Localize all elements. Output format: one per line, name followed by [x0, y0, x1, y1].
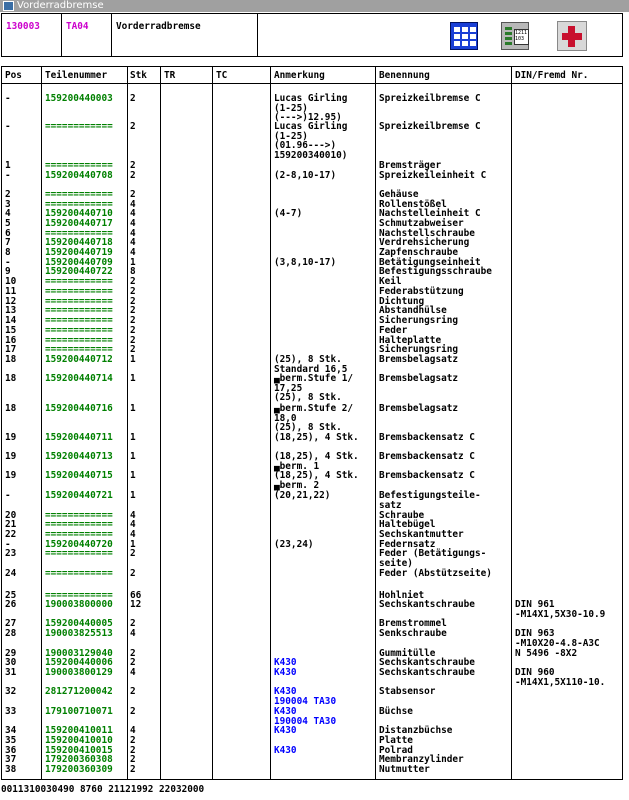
cell-stk: 1 [130, 451, 136, 462]
cell-teil: 190003825513 [45, 628, 113, 639]
col-header-benennung[interactable]: Benennung [379, 70, 430, 81]
cell-anm: K430 [274, 657, 297, 668]
cell-stk: 2 [130, 276, 136, 287]
cell-stk: 1 [130, 470, 136, 481]
cell-stk: 4 [130, 208, 136, 219]
cell-teil: 190003800000 [45, 599, 113, 610]
cell-anm: K430 [274, 725, 297, 736]
window-icon [3, 1, 14, 11]
cell-ben: Membranzylinder [379, 754, 464, 765]
col-header-tr[interactable]: TR [164, 70, 176, 81]
cell-ben: Keil [379, 276, 402, 287]
cell-teil: 159200440711 [45, 432, 113, 443]
cell-teil: 179200360308 [45, 754, 113, 765]
cell-pos: 18 [5, 373, 17, 384]
col-header-pos[interactable]: Pos [5, 70, 22, 81]
cell-teil: ============ [45, 548, 113, 559]
cell-teil: 190003129040 [45, 648, 113, 659]
cell-pos: 11 [5, 286, 17, 297]
cell-teil: 159200410015 [45, 745, 113, 756]
col-header-din[interactable]: DIN/Fremd Nr. [515, 70, 589, 81]
cell-anm: K430 190004 TA30 [274, 686, 337, 707]
cell-teil: ============ [45, 335, 113, 346]
cell-teil: ============ [45, 519, 113, 530]
cell-ben: Halteplatte [379, 335, 442, 346]
cell-stk: 2 [130, 121, 136, 132]
cell-ben: Befestigungsteile- satz [379, 490, 481, 511]
cell-pos: - [5, 490, 11, 501]
cell-stk: 4 [130, 247, 136, 258]
cell-stk: 2 [130, 170, 136, 181]
cell-ben: Feder [379, 325, 408, 336]
cell-ben: Spreizkeileinheit C [379, 170, 487, 181]
cell-teil: 159200440722 [45, 266, 113, 277]
cell-pos: 20 [5, 510, 17, 521]
cell-stk: 2 [130, 648, 136, 659]
cell-ben: Gummitülle [379, 648, 436, 659]
cell-ben: Verdrehsicherung [379, 237, 470, 248]
footer-status: 0011310030490 8760 21121992 22032000 [1, 784, 205, 795]
cell-teil: 159200440715 [45, 470, 113, 481]
cell-pos: - [5, 257, 11, 268]
cell-ben: Betätigungseinheit [379, 257, 481, 268]
cell-stk: 4 [130, 667, 136, 678]
cell-ben: Bremsträger [379, 160, 442, 171]
cell-ben: Schraube [379, 510, 425, 521]
cell-stk: 4 [130, 725, 136, 736]
cell-ben: Haltebügel [379, 519, 436, 530]
cell-pos: 5 [5, 218, 11, 229]
cell-ben: Federnsatz [379, 539, 436, 550]
cell-ben: Bremsbackensatz C [379, 451, 475, 462]
cell-teil: 281271200042 [45, 686, 113, 697]
cell-teil: ============ [45, 315, 113, 326]
cell-ben: Bremsbelagsatz [379, 354, 459, 365]
cell-teil: 159200440718 [45, 237, 113, 248]
cell-stk: 1 [130, 354, 136, 365]
cell-ben: Rollenstößel [379, 199, 447, 210]
cell-anm: K430 190004 TA30 [274, 706, 337, 727]
cell-ben: Schmutzabweiser [379, 218, 464, 229]
cell-stk: 2 [130, 735, 136, 746]
cell-stk: 2 [130, 189, 136, 200]
cell-ben: Nachstellschraube [379, 228, 475, 239]
cell-ben: Sicherungsring [379, 344, 459, 355]
cell-stk: 2 [130, 657, 136, 668]
cell-stk: 2 [130, 296, 136, 307]
cell-stk: 4 [130, 237, 136, 248]
cell-stk: 2 [130, 315, 136, 326]
col-header-anmerkung[interactable]: Anmerkung [274, 70, 325, 81]
cell-pos: - [5, 93, 11, 104]
cell-pos: - [5, 170, 11, 181]
cell-ben: Polrad [379, 745, 413, 756]
header-code: 130003 [2, 14, 62, 56]
cell-ben: Bremsbackensatz C [379, 432, 475, 443]
cell-teil: 179100710071 [45, 706, 113, 717]
cell-ben: Büchse [379, 706, 413, 717]
cell-teil: ============ [45, 296, 113, 307]
col-header-tc[interactable]: TC [216, 70, 228, 81]
cell-teil: 159200440717 [45, 218, 113, 229]
window-title: Vorderradbremse [17, 0, 104, 11]
cell-ben: Bremstrommel [379, 618, 447, 629]
cell-anm: (20,21,22) [274, 490, 331, 501]
cell-teil: ============ [45, 121, 113, 132]
cell-stk: 1 [130, 490, 136, 501]
cell-pos: 3 [5, 199, 11, 210]
cell-teil: 159200440712 [45, 354, 113, 365]
cell-stk: 2 [130, 686, 136, 697]
cell-pos: 38 [5, 764, 17, 775]
cell-pos: 22 [5, 529, 17, 540]
cell-pos: 8 [5, 247, 11, 258]
cell-anm: K430 [274, 745, 297, 756]
cell-ben: Platte [379, 735, 413, 746]
cell-anm: Lucas Girling (1-25) (--->)12.95) [274, 93, 348, 123]
cell-anm: (18,25), 4 Stk. ▄berm. 2 [274, 470, 359, 491]
cell-stk: 2 [130, 305, 136, 316]
cell-din: DIN 963 -M10X20-4.8-A3C [515, 628, 600, 649]
cell-stk: 8 [130, 266, 136, 277]
cell-teil: ============ [45, 510, 113, 521]
cell-teil: ============ [45, 529, 113, 540]
cell-teil: 159200440721 [45, 490, 113, 501]
header-title: Vorderradbremse [112, 14, 258, 56]
cell-teil: ============ [45, 305, 113, 316]
cell-pos: 29 [5, 648, 17, 659]
cell-ben: Befestigungsschraube [379, 266, 492, 277]
cell-stk: 2 [130, 335, 136, 346]
cell-pos: 18 [5, 354, 17, 365]
cell-stk: 4 [130, 218, 136, 229]
cell-pos: 13 [5, 305, 17, 316]
cell-anm: Lucas Girling (1-25) (01.96--->) 159200340010) [274, 121, 348, 161]
cell-ben: Stabsensor [379, 686, 436, 697]
cell-teil: 159200440713 [45, 451, 113, 462]
cell-pos: 19 [5, 432, 17, 443]
cell-teil: 179200360309 [45, 764, 113, 775]
cell-ben: Sechskantschraube [379, 599, 475, 610]
cell-ben: Feder (Abstützseite) [379, 568, 492, 579]
cell-stk: 12 [130, 599, 142, 610]
cell-pos: - [5, 121, 11, 132]
cell-ben: Gehäuse [379, 189, 419, 200]
cell-teil: 190003800129 [45, 667, 113, 678]
cell-pos: 6 [5, 228, 11, 239]
cell-stk: 2 [130, 754, 136, 765]
cell-pos: - [5, 539, 11, 550]
cell-stk: 4 [130, 529, 136, 540]
cell-pos: 26 [5, 599, 17, 610]
cell-anm: (4-7) [274, 208, 303, 219]
header-panel [1, 13, 623, 57]
cell-pos: 9 [5, 266, 11, 277]
cell-stk: 2 [130, 764, 136, 775]
cell-ben: Federabstützung [379, 286, 464, 297]
cell-ben: Sechskantschraube [379, 667, 475, 678]
cell-teil: ============ [45, 344, 113, 355]
cell-stk: 2 [130, 548, 136, 559]
cell-teil: ============ [45, 590, 113, 601]
cell-teil: ============ [45, 199, 113, 210]
cell-teil: ============ [45, 228, 113, 239]
cell-ben: Sechskantmutter [379, 529, 464, 540]
cell-teil: ============ [45, 160, 113, 171]
cell-anm: (18,25), 4 Stk. [274, 432, 359, 443]
cell-teil: 159200440005 [45, 618, 113, 629]
cell-stk: 2 [130, 286, 136, 297]
cell-pos: 24 [5, 568, 17, 579]
cell-pos: 19 [5, 470, 17, 481]
calculator-icon[interactable] [501, 22, 529, 50]
cell-stk: 2 [130, 706, 136, 717]
cell-stk: 2 [130, 745, 136, 756]
cell-stk: 1 [130, 257, 136, 268]
cell-teil: 159200440716 [45, 403, 113, 414]
cell-pos: 27 [5, 618, 17, 629]
cell-din: DIN 960 -M14X1,5X110-10. [515, 667, 606, 688]
cell-anm: (2-8,10-17) [274, 170, 337, 181]
header-ta: TA04 [62, 14, 112, 56]
cell-teil: 159200440708 [45, 170, 113, 181]
cell-pos: 14 [5, 315, 17, 326]
cell-anm: (23,24) [274, 539, 314, 550]
cell-teil: ============ [45, 568, 113, 579]
cell-stk: 1 [130, 403, 136, 414]
cell-ben: Distanzbüchse [379, 725, 453, 736]
cell-pos: 1 [5, 160, 11, 171]
cell-anm: (25), 8 Stk. Standard 16,5 [274, 354, 348, 375]
cell-din: DIN 961 -M14X1,5X30-10.9 [515, 599, 606, 620]
red-cross-icon[interactable] [557, 21, 587, 51]
cell-teil: 159200440720 [45, 539, 113, 550]
cell-pos: 32 [5, 686, 17, 697]
cell-ben: Zapfenschraube [379, 247, 459, 258]
cell-teil: 159200440719 [45, 247, 113, 258]
calculator-keys [505, 27, 512, 47]
cell-teil: 159200440003 [45, 93, 113, 104]
cell-stk: 4 [130, 228, 136, 239]
cell-ben: Sechskantschraube [379, 657, 475, 668]
cell-stk: 66 [130, 590, 142, 601]
cell-ben: Feder (Betätigungs- seite) [379, 548, 487, 569]
cell-pos: 16 [5, 335, 17, 346]
cell-ben: Nutmutter [379, 764, 430, 775]
cell-pos: 12 [5, 296, 17, 307]
cell-anm: (18,25), 4 Stk. ▄berm. 1 [274, 451, 359, 472]
cell-pos: 34 [5, 725, 17, 736]
cell-teil: ============ [45, 189, 113, 200]
cell-stk: 4 [130, 199, 136, 210]
cell-pos: 30 [5, 657, 17, 668]
cell-pos: 19 [5, 451, 17, 462]
cell-pos: 2 [5, 189, 11, 200]
cell-teil: 159200410010 [45, 735, 113, 746]
cell-stk: 1 [130, 373, 136, 384]
calculator-display: 1211 103 [514, 29, 529, 45]
parts-table [1, 66, 623, 780]
cell-teil: 159200440006 [45, 657, 113, 668]
cell-pos: 21 [5, 519, 17, 530]
col-header-teilenummer[interactable]: Teilenummer [45, 70, 108, 81]
cell-stk: 2 [130, 325, 136, 336]
cell-teil: 159200410011 [45, 725, 113, 736]
cell-pos: 31 [5, 667, 17, 678]
cell-ben: Senkschraube [379, 628, 447, 639]
cell-teil: ============ [45, 286, 113, 297]
cell-stk: 2 [130, 344, 136, 355]
cell-stk: 1 [130, 432, 136, 443]
cell-ben: Sicherungsring [379, 315, 459, 326]
cell-stk: 2 [130, 160, 136, 171]
cell-anm: K430 [274, 667, 297, 678]
cell-pos: 7 [5, 237, 11, 248]
cell-teil: 159200440710 [45, 208, 113, 219]
cell-teil: 159200440709 [45, 257, 113, 268]
cell-pos: 10 [5, 276, 17, 287]
cell-teil: ============ [45, 276, 113, 287]
cell-anm: ▄berm.Stufe 2/ 18,0 (25), 8 Stk. [274, 403, 354, 433]
cell-stk: 4 [130, 628, 136, 639]
cell-ben: Nachstelleinheit C [379, 208, 481, 219]
cell-ben: Bremsbackensatz C [379, 470, 475, 481]
cell-pos: 35 [5, 735, 17, 746]
cell-ben: Spreizkeilbremse C [379, 121, 481, 132]
cell-ben: Hohlniet [379, 590, 425, 601]
cell-stk: 2 [130, 618, 136, 629]
cell-ben: Abstandhülse [379, 305, 447, 316]
cell-stk: 4 [130, 510, 136, 521]
cell-din: N 5496 -8X2 [515, 648, 578, 659]
cell-pos: 25 [5, 590, 17, 601]
cell-stk: 1 [130, 539, 136, 550]
cell-ben: Spreizkeilbremse C [379, 93, 481, 104]
cell-pos: 37 [5, 754, 17, 765]
cell-anm: ▄berm.Stufe 1/ 17,25 (25), 8 Stk. [274, 373, 354, 403]
cell-ben: Bremsbelagsatz [379, 403, 459, 414]
cell-stk: 2 [130, 568, 136, 579]
window-titlebar [0, 0, 629, 12]
cell-teil: 159200440714 [45, 373, 113, 384]
cell-pos: 17 [5, 344, 17, 355]
cell-teil: ============ [45, 325, 113, 336]
col-header-stk[interactable]: Stk [130, 70, 147, 81]
cell-pos: 36 [5, 745, 17, 756]
cell-ben: Dichtung [379, 296, 425, 307]
cell-pos: 23 [5, 548, 17, 559]
cell-ben: Bremsbelagsatz [379, 373, 459, 384]
cell-anm: (3,8,10-17) [274, 257, 337, 268]
cell-pos: 15 [5, 325, 17, 336]
cell-stk: 2 [130, 93, 136, 104]
cell-pos: 28 [5, 628, 17, 639]
table-icon[interactable] [450, 22, 478, 50]
cell-pos: 18 [5, 403, 17, 414]
cell-pos: 4 [5, 208, 11, 219]
cell-pos: 33 [5, 706, 17, 717]
cell-stk: 4 [130, 519, 136, 530]
